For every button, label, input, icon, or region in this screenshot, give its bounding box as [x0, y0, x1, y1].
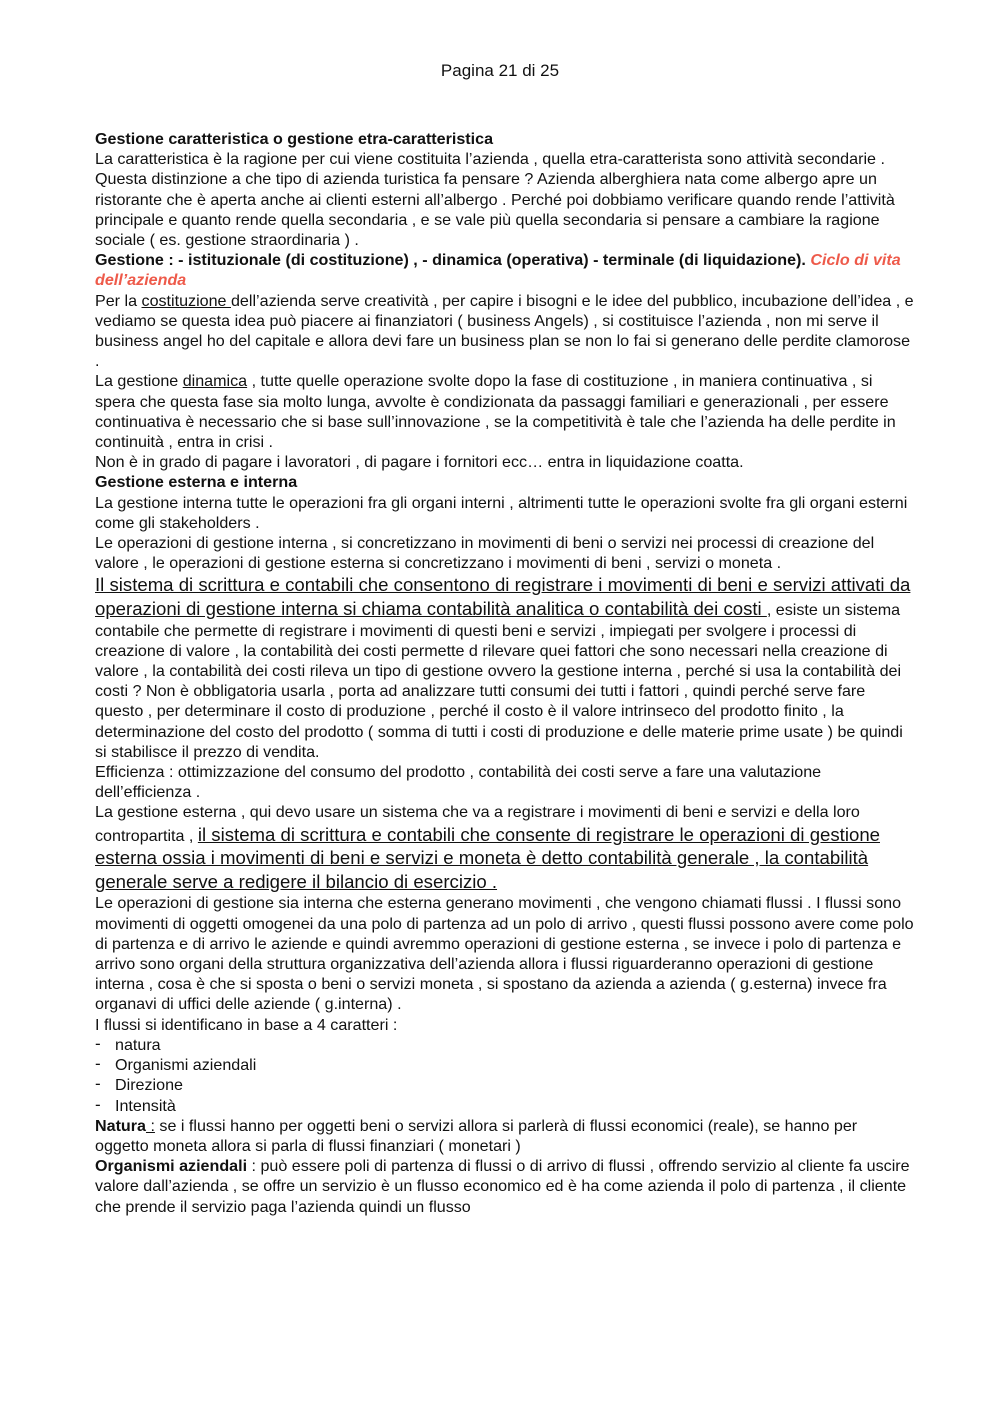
text-span: La gestione — [95, 372, 183, 391]
paragraph-caratteristica: La caratteristica è la ragione per cui viene costituita l’azienda , quella etra-caratterista sono attività secondarie . Questa distinzione a che tipo di azienda turistica fa pensare ? Azienda alberghiera nata come albergo apre un ristorante che è aperta anche ai clienti esterni all’albergo . Perché poi dobbiamo verificare quando rende l’attività principale e quanto rende quella secondaria , e se vale più quella secondaria si pensare a cambiare la ragione sociale ( es. gestione straordinaria ) . — [95, 150, 895, 250]
list-item: - Organismi aziendali — [95, 1055, 915, 1075]
paragraph-natura — [95, 1116, 915, 1156]
list-item: - Intensità — [95, 1096, 915, 1116]
paragraph-costituzione — [95, 291, 915, 372]
paragraph-operazioni-gestione: Le operazioni di gestione interna , si concretizzano in movimenti di beni o servizi nei processi di creazione del valore , le operazioni di gestione esterna si concretizzano i movimenti di beni , servizi o moneta . — [95, 534, 875, 573]
text-span: dell’azienda serve creatività , per capire i bisogni e le idee del pubblico, incubazione dell’idea , e vediamo se questa idea può piacere ai finanziatori ( business Angels) , si costituisce l’azienda , non mi serve il business angel ho del capitale e allora devi fare un business plan se non lo fai si generano delle perdite clamorose . — [95, 291, 914, 371]
paragraph-flussi: Le operazioni di gestione sia interna che esterna generano movimenti , che vengono chiamati flussi . I flussi sono movimenti di oggetti omogenei da una polo di partenza ad un polo di arrivo , questi flussi possono avere come polo di partenza e di arrivo le aziende e quindi avremmo operazioni di gestione esterna , se invece i polo di partenza e arrivo sono organi della struttura organizzativa dell’azienda allora i flussi riguarderanno operazioni di gestione interna , cosa è che si sposta o beni o servizi moneta , si spostano da azienda a azienda ( g.esterna) invece fra organavi di uffici delle aziende ( g.interna) . — [95, 894, 914, 1014]
page-body — [95, 129, 915, 1217]
heading-gestione-fasi — [95, 250, 915, 290]
underlined-term-costituzione: costituzione — [141, 291, 231, 310]
text-span: Per la — [95, 291, 142, 310]
text-span: , tutte quelle operazione svolte dopo la fase di costituzione , in maniera continuativa , si spera che questa fase sia molto lunga, avvolte è condizionata da passaggi familiari e generazionali , per essere continuativa è necessario che si base sull’innovazione , se la competitività è tale che l’azienda ha delle perdite in continuità , entra in crisi . — [95, 372, 896, 452]
paragraph-efficienza: Efficienza : ottimizzazione del consumo del prodotto , contabilità dei costi serve a fare una valutazione dell’efficienza . — [95, 763, 822, 802]
page-number: Pagina 21 di 25 — [440, 61, 560, 80]
heading-gestione-fasi-text: Gestione : - istituzionale (di costituzione) , - dinamica (operativa) - terminale (di liquidazione). — [95, 251, 806, 270]
list-item: - natura — [95, 1035, 915, 1055]
caratteri-list — [95, 1035, 915, 1116]
text-span: : — [145, 1116, 155, 1135]
underlined-term-dinamica: dinamica — [182, 372, 248, 391]
heading-gestione-caratteristica: Gestione caratteristica o gestione etra-caratteristica — [95, 130, 494, 148]
heading-gestione-esterna-interna: Gestione esterna e interna — [95, 473, 298, 492]
paragraph-gestione-interna: La gestione interna tutte le operazioni fra gli organi interni , altrimenti tutte le operazioni svolte fra gli organi esterni come gli stakeholders . — [95, 493, 908, 532]
highlighted-definition-contabilita-analitica: Il sistema di scrittura e contabili che consentono di registrare i movimenti di beni e servizi attivati da operazioni di gestione interna si chiama contabilità analitica o contabilità dei costi — [95, 574, 911, 620]
term-organismi-aziendali: Organismi aziendali — [95, 1157, 248, 1176]
ciclo-di-vita-label: Ciclo di vita dell’azienda — [95, 251, 901, 290]
list-item: - Direzione — [95, 1075, 915, 1095]
text-span: , esiste un sistema contabile che permette di registrare i movimenti di questi beni e servizi , impiegati per svolgere i processi di creazione di valore , la contabilità dei costi permette d rilevare quei fattori che sono necessari nella creazione di valore , la contabilità dei costi rileva un tipo di gestione ovvero la gestione interna , perché si usa la contabilità dei costi ? Non è obbligatoria usarla , porta ad analizzare tutti consumi dei tutti i fattori , quindi perché serve fare questo , per determinare il costo di produzione , perché il costo è il valore intrinseco del prodotto finito , la determinazione del costo del prodotto ( somma di tutti i costi di produzione e delle materie prime usate ) be quindi si stabilisce il prezzo di vendita. — [95, 601, 903, 761]
paragraph-dinamica — [95, 371, 915, 452]
paragraph-liquidazione: Non è in grado di pagare i lavoratori , di pagare i fornitori ecc… entra in liquidazione coatta. — [95, 453, 744, 472]
term-natura: Natura — [95, 1116, 146, 1135]
paragraph-gestione-esterna — [95, 802, 915, 893]
text-span: La gestione esterna , qui devo usare un sistema che va a registrare i movimenti di beni e servizi e della loro contropartita , — [95, 803, 860, 845]
text-span: : può essere poli di partenza di flussi o di arrivo di flussi , offrendo servizio al cliente fa uscire valore dall’azienda , se offre un servizio è un flusso economico ed è ha come azienda il polo di partenza , il cliente che prende il servizio paga l’azienda quindi un flusso — [95, 1157, 910, 1216]
highlighted-definition-contabilita-generale: il sistema di scrittura e contabili che consente di registrare le operazioni di gestione esterna ossia i movimenti di beni e servizi e moneta è detto contabilità generale , la contabilità generale serve a redigere il bilancio di esercizio . — [95, 823, 880, 892]
paragraph-caratteri-flussi: I flussi si identificano in base a 4 caratteri : — [95, 1015, 398, 1034]
paragraph-contabilita-costi — [95, 573, 915, 762]
text-span: se i flussi hanno per oggetti beni o servizi allora si parlerà di flussi economici (reale), se hanno per oggetto moneta allora si parla di flussi finanziari ( monetari ) — [95, 1116, 858, 1155]
paragraph-organismi — [95, 1156, 915, 1217]
